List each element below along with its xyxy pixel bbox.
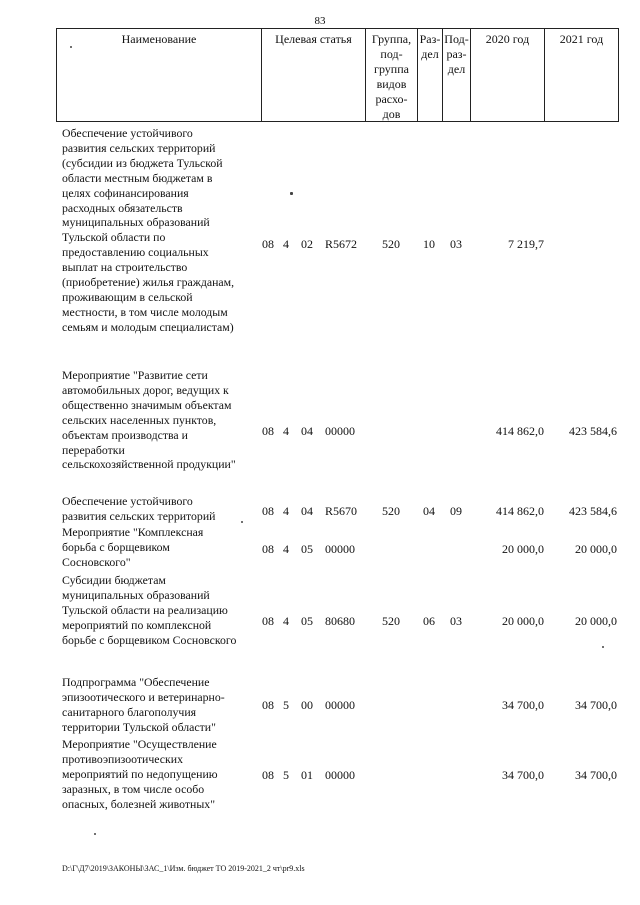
amount-2020: 414 862,0: [496, 504, 544, 518]
code-direction: 80680: [325, 614, 355, 628]
scan-speck: [290, 192, 293, 195]
code-program: 08: [262, 237, 274, 251]
header-target: Целевая статья: [275, 32, 352, 46]
header-bottom-border: [56, 121, 619, 122]
code-subprogram: 4: [283, 237, 289, 251]
code-event: 00: [301, 698, 313, 712]
row-name: Мероприятие "Комплексная борьба с борщевиком Сосновского": [62, 525, 204, 569]
amount-2020: 20 000,0: [502, 614, 544, 628]
row-name: Мероприятие "Осуществление противоэпизоотических мероприятий по недопущению заразных, в том числе особо опасных, болезней животных": [62, 737, 218, 811]
row-name: Субсидии бюджетам муниципальных образований Тульской области на реализацию мероприятий по комплексной борьбе с борщевиком Сосновского: [62, 573, 237, 647]
code-direction: 00000: [325, 542, 355, 556]
header-section: Раз- дел: [419, 32, 441, 61]
amount-2021: 423 584,6: [569, 424, 617, 438]
code-direction: 00000: [325, 698, 355, 712]
amount-2021: 20 000,0: [575, 614, 617, 628]
amount-2021: 34 700,0: [575, 698, 617, 712]
header-group: Группа, под- группа видов расхо- дов: [371, 32, 412, 121]
group-value: 520: [382, 614, 400, 628]
code-event: 04: [301, 424, 313, 438]
section-value: 04: [423, 504, 435, 518]
code-direction: 00000: [325, 424, 355, 438]
amount-2021: 34 700,0: [575, 768, 617, 782]
amount-2020: 20 000,0: [502, 542, 544, 556]
section-value: 06: [423, 614, 435, 628]
header-2021: 2021 год: [559, 32, 604, 46]
group-value: 520: [382, 504, 400, 518]
row-name: Обеспечение устойчивого развития сельских территорий: [62, 494, 216, 523]
code-program: 08: [262, 614, 274, 628]
amount-2020: 7 219,7: [508, 237, 544, 251]
code-event: 02: [301, 237, 313, 251]
row-name: Обеспечение устойчивого развития сельских территорий (субсидии из бюджета Тульской области местным бюджетам в целях софинансирования расходных обязательств муниципальных образований Тульской области по предоставлению социальных выплат на строительство (приобретение) жилья гражданам, проживающим в сельской местности, в том числе молодым семьям и молодым специалистам): [62, 126, 235, 334]
col-border: [618, 28, 619, 122]
amount-2021: 20 000,0: [575, 542, 617, 556]
subsection-value: 09: [450, 504, 462, 518]
code-subprogram: 5: [283, 768, 289, 782]
subsection-value: 03: [450, 237, 462, 251]
header-subsection: Под- раз- дел: [444, 32, 469, 76]
code-subprogram: 4: [283, 614, 289, 628]
code-subprogram: 4: [283, 424, 289, 438]
scan-speck: [241, 521, 243, 523]
subsection-value: 03: [450, 614, 462, 628]
code-subprogram: 4: [283, 542, 289, 556]
amount-2020: 34 700,0: [502, 768, 544, 782]
code-event: 05: [301, 542, 313, 556]
code-direction: R5670: [325, 504, 358, 518]
code-direction: 00000: [325, 768, 355, 782]
code-event: 01: [301, 768, 313, 782]
scan-speck: [602, 646, 604, 648]
header-2020: 2020 год: [485, 32, 530, 46]
row-name: Подпрограмма "Обеспечение эпизоотического и ветеринарно- санитарного благополучия территории Тульской области": [62, 675, 225, 734]
scan-speck: [70, 46, 72, 48]
page-number: 83: [314, 15, 326, 27]
code-direction: R5672: [325, 237, 358, 251]
code-program: 08: [262, 542, 274, 556]
code-subprogram: 4: [283, 504, 289, 518]
code-program: 08: [262, 698, 274, 712]
table-top-border: [56, 28, 619, 29]
amount-2020: 414 862,0: [496, 424, 544, 438]
code-program: 08: [262, 424, 274, 438]
section-value: 10: [423, 237, 435, 251]
code-event: 04: [301, 504, 313, 518]
group-value: 520: [382, 237, 400, 251]
header-name: Наименование: [121, 32, 197, 46]
row-name: Мероприятие "Развитие сети автомобильных дорог, ведущих к общественно значимым объектам сельских населенных пунктов, объектам производства и переработки сельскохозяйственной продукции": [62, 368, 236, 472]
code-event: 05: [301, 614, 313, 628]
scan-speck: [94, 833, 96, 835]
amount-2020: 34 700,0: [502, 698, 544, 712]
file-path-footer: D:\Г\Д7\2019\ЗАКОНЫ\ЗАС_1\Изм. бюджет ТО 2019-2021_2 чт\pr9.xls: [62, 864, 305, 873]
amount-2021: 423 584,6: [569, 504, 617, 518]
code-subprogram: 5: [283, 698, 289, 712]
code-program: 08: [262, 768, 274, 782]
code-program: 08: [262, 504, 274, 518]
